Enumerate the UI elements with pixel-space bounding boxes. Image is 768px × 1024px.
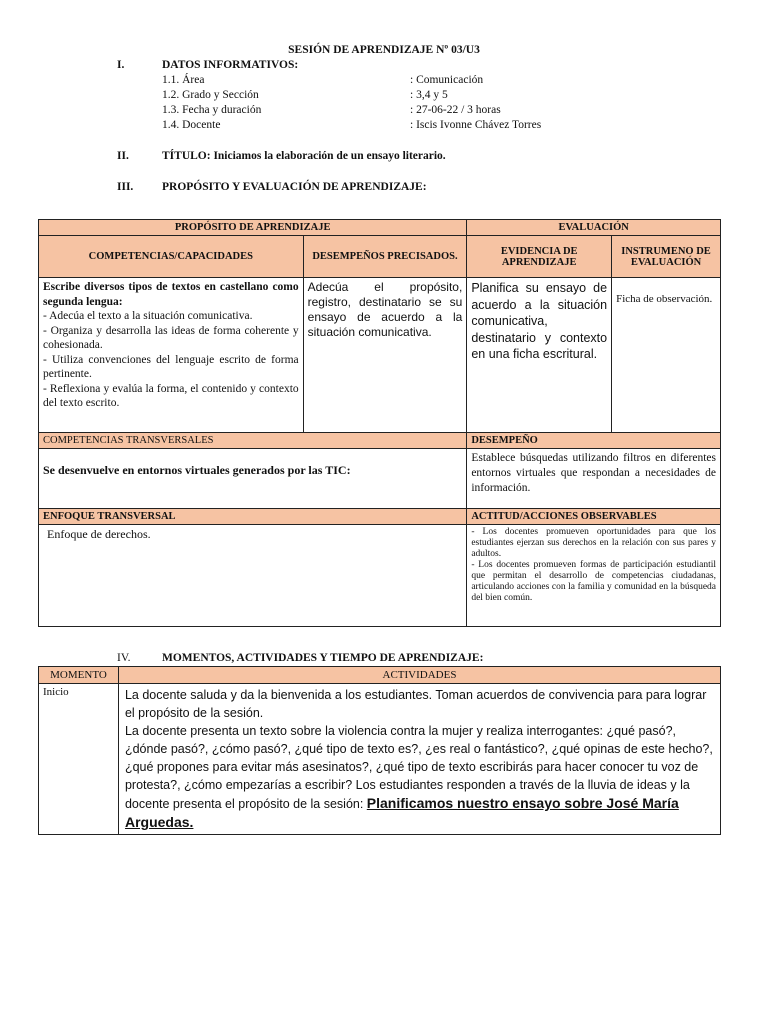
session-purpose: Planificamos nuestro ensayo sobre José María Arguedas. [124,795,679,830]
section-4-heading: MOMENTOS, ACTIVIDADES Y TIEMPO DE APRENDIZAJE: [162,652,484,664]
section-3-number: III. [117,181,134,193]
header-desempenos: DESEMPEÑOS PRECISADOS. [303,236,467,278]
competencia-title: Escribe diversos tipos de textos en castellano como segunda lengua: [43,281,299,308]
header-competencias: COMPETENCIAS/CAPACIDADES [39,236,304,278]
capacidad-item: - Utiliza convenciones del lenguaje escrito de forma pertinente. [43,353,299,380]
section-2-heading: TÍTULO: Iniciamos la elaboración de un ensayo literario. [162,150,446,162]
competencias-cell [39,278,304,433]
activities-table [38,666,721,835]
capacidad-item: - Reflexiona y evalúa la forma, el contenido y contexto del texto escrito. [43,382,299,409]
header-evaluacion: EVALUACIÓN [467,220,721,236]
section-1-heading: DATOS INFORMATIVOS: [162,59,299,71]
comp-transversal-cell: Se desenvuelve en entornos virtuales generados por las TIC: [39,449,467,509]
actividad-text: La docente presenta un texto sobre la violencia contra la mujer y realiza interrogantes: ¿qué pasó?, ¿dónde pasó?, ¿cómo pasó?, ¿qué tipo de texto es?, ¿es real o fantástico?, ¿qué opinas de este hecho?, ¿qué propones para evitar más asesinatos?, ¿qué tipo de texto escribirás para hacer conocer tu voz de protesta?, ¿cómo empezarías a escribir? Los estudiantes responden a través de la lluvia de ideas y la docente presenta el propósito de la sesión: [124,724,713,811]
desempeno-cell: Adecúa el propósito, registro, destinatario se su ensayo de acuerdo a la situación comunicativa. [303,278,467,433]
session-title: SESIÓN DE APRENDIZAJE Nº 03/U3 [288,44,480,56]
header-evidencia: EVIDENCIA DE APRENDIZAJE [467,236,612,278]
info-fecha-value: : 27-06-22 / 3 horas [410,104,501,116]
info-area-value: : Comunicación [410,74,484,86]
accion-item: - Los docentes promueven oportunidades para que los estudiantes ejerzan sus derechos en la relación con sus pares y adultos. [471,527,716,559]
header-actividades: ACTIVIDADES [118,667,720,684]
header-desempeno: DESEMPEÑO [467,433,721,449]
info-docente-value: : Iscis Ivonne Chávez Torres [410,119,542,131]
capacidad-item: - Organiza y desarrolla las ideas de forma coherente y cohesionada. [43,324,299,351]
acciones-cell [467,525,721,627]
section-4-number: IV. [117,652,131,664]
header-comp-transversales: COMPETENCIAS TRANSVERSALES [39,433,467,449]
header-momento: MOMENTO [39,667,119,684]
accion-item: - Los docentes promueven formas de participación estudiantil que permitan el desarrollo de competencias ciudadanas, articulando acciones con la familia y comunidad en la búsqueda del bien común. [471,560,716,603]
section-3-heading: PROPÓSITO Y EVALUACIÓN DE APRENDIZAJE: [162,181,427,193]
evidencia-cell: Planifica su ensayo de acuerdo a la situación comunicativa, destinatario y contexto en una ficha escritural. [467,278,612,433]
section-2-number: II. [117,150,129,162]
header-enfoque: ENFOQUE TRANSVERSAL [39,509,467,525]
header-actitud: ACTITUD/ACCIONES OBSERVABLES [467,509,721,525]
actividades-cell [118,684,720,835]
info-fecha-label: 1.3. Fecha y duración [162,104,262,116]
info-grado-label: 1.2. Grado y Sección [162,89,259,101]
actividad-paragraph [125,722,714,832]
actividad-paragraph: La docente saluda y da la bienvenida a los estudiantes. Toman acuerdos de convivencia para para lograr el propósito de la sesión. [124,688,707,720]
section-1-number: I. [117,59,125,71]
instrumento-cell: Ficha de observación. [612,278,721,433]
info-docente-label: 1.4. Docente [162,119,221,131]
desempeno-transversal-cell: Establece búsquedas utilizando filtros en diferentes entornos virtuales que respondan a necesidades de información. [467,449,721,509]
capacidad-item: - Adecúa el texto a la situación comunicativa. [43,310,253,322]
purpose-evaluation-table [38,219,721,627]
enfoque-cell: Enfoque de derechos. [39,525,467,627]
info-area-label: 1.1. Área [162,74,205,86]
info-grado-value: : 3,4 y 5 [410,89,448,101]
header-proposito: PROPÓSITO DE APRENDIZAJE [39,220,467,236]
header-instrumento: INSTRUMENO DE EVALUACIÓN [612,236,721,278]
momento-cell: Inicio [39,684,119,835]
